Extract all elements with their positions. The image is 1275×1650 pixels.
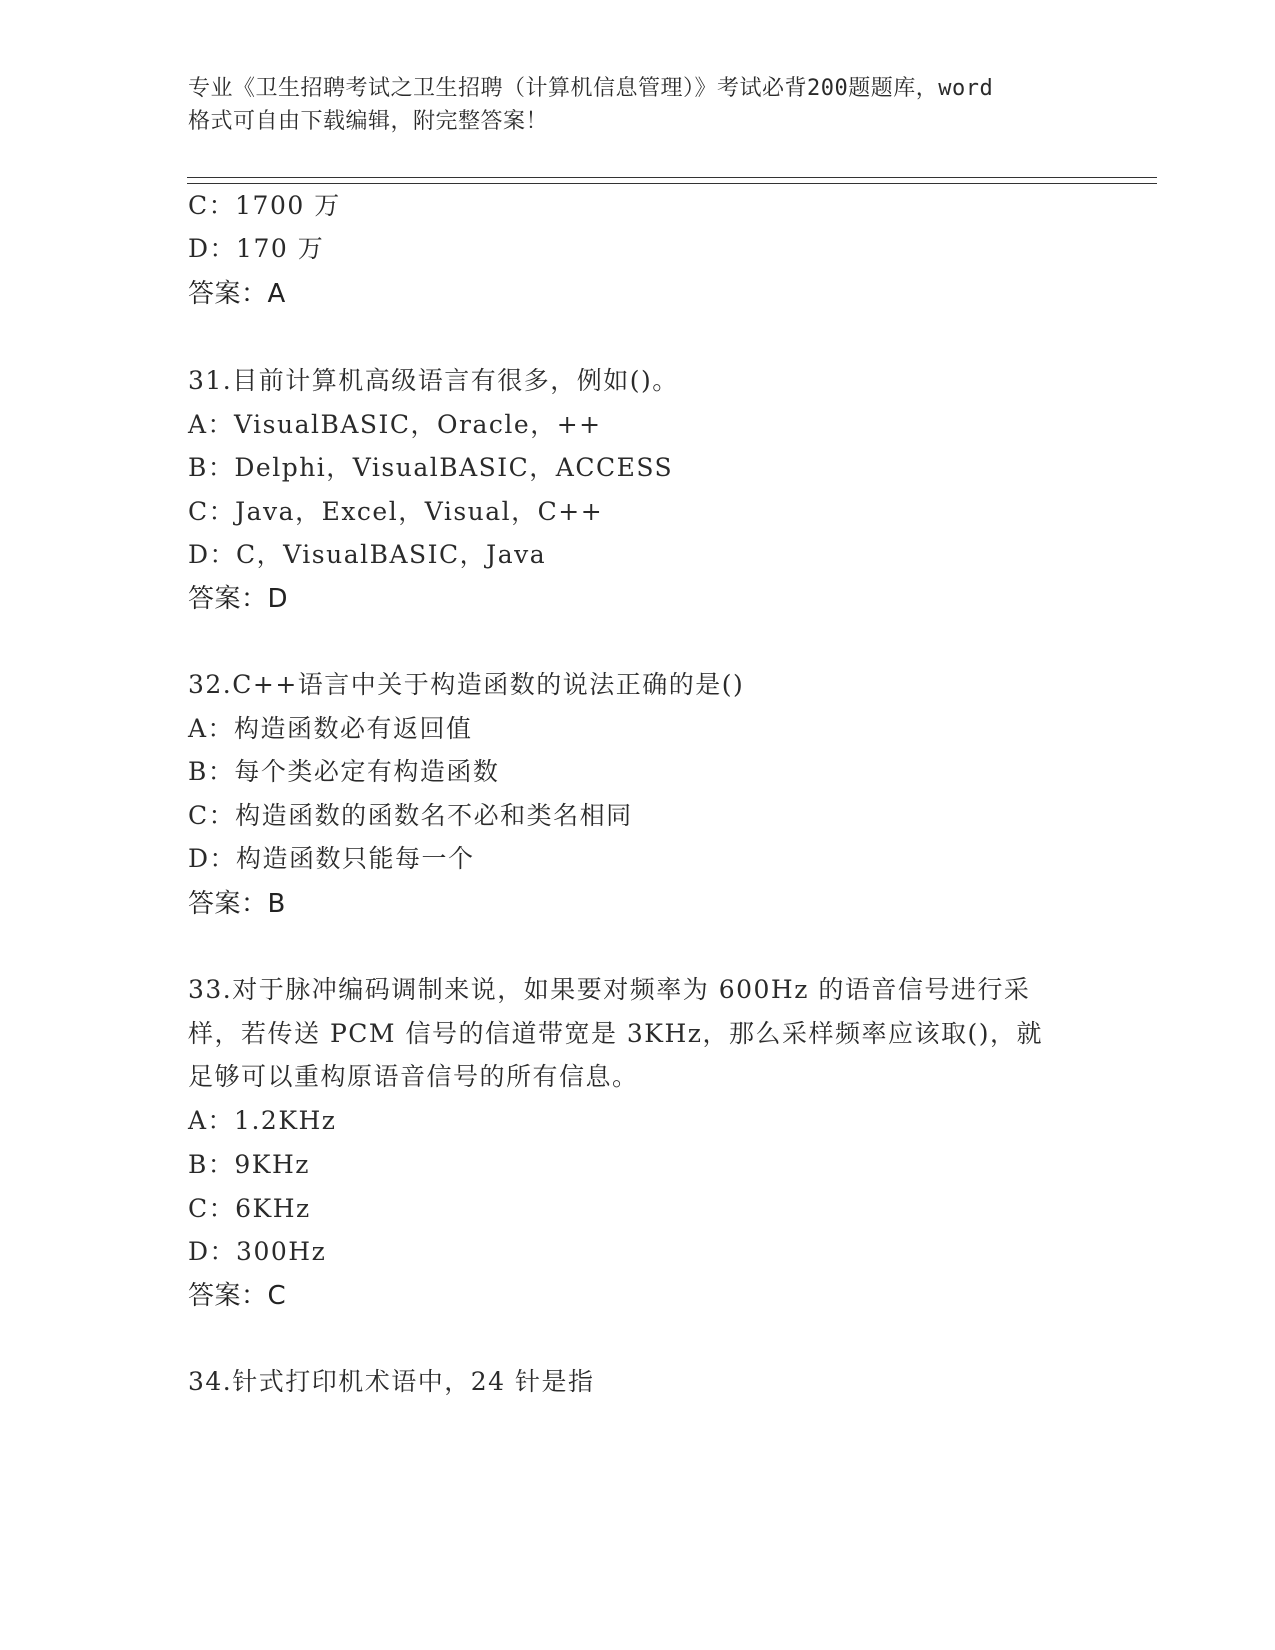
header-title-line-1: 专业《卫生招聘考试之卫生招聘（计算机信息管理）》考试必背200题题库，word <box>188 76 994 101</box>
q33-option-b: B：9KHz <box>188 1150 310 1179</box>
q33-stem-line-2: 样，若传送 PCM 信号的信道带宽是 3KHz，那么采样频率应该取()，就 <box>188 1019 1043 1048</box>
q31-answer: 答案：D <box>188 584 289 614</box>
q31-option-b: B：Delphi，VisualBASIC，ACCESS <box>188 453 674 482</box>
q33-option-d: D：300Hz <box>188 1237 327 1266</box>
q33-stem-line-1: 33.对于脉冲编码调制来说，如果要对频率为 600Hz 的语音信号进行采 <box>188 975 1031 1004</box>
header-divider-top <box>187 177 1157 178</box>
q33-option-a: A：1.2KHz <box>188 1106 337 1135</box>
document-header <box>188 72 1088 138</box>
q33-stem-line-3: 足够可以重构原语音信号的所有信息。 <box>188 1062 639 1091</box>
q31-option-d: D：C，VisualBASIC，Java <box>188 540 547 569</box>
q32-option-b: B：每个类必定有构造函数 <box>188 757 500 786</box>
header-divider-bottom <box>187 183 1157 184</box>
q32-stem: 32.C++语言中关于构造函数的说法正确的是() <box>188 670 745 699</box>
q32-option-a: A：构造函数必有返回值 <box>188 714 473 743</box>
q34-stem: 34.针式打印机术语中，24 针是指 <box>188 1367 595 1396</box>
q32-answer: 答案：B <box>188 889 286 919</box>
prev-option-d: D：170 万 <box>188 234 325 263</box>
q31-option-c: C：Java，Excel，Visual，C++ <box>188 497 604 526</box>
q33-option-c: C：6KHz <box>188 1194 311 1223</box>
prev-option-c: C：1700 万 <box>188 191 341 220</box>
q32-option-c: C：构造函数的函数名不必和类名相同 <box>188 801 633 830</box>
header-title-line-2: 格式可自由下载编辑，附完整答案！ <box>188 109 549 134</box>
q31-option-a: A：VisualBASIC，Oracle，++ <box>188 410 602 439</box>
q31-stem: 31.目前计算机高级语言有很多，例如()。 <box>188 366 679 395</box>
q33-answer: 答案：C <box>188 1281 287 1311</box>
prev-answer: 答案：A <box>188 279 286 309</box>
q32-option-d: D：构造函数只能每一个 <box>188 844 475 873</box>
